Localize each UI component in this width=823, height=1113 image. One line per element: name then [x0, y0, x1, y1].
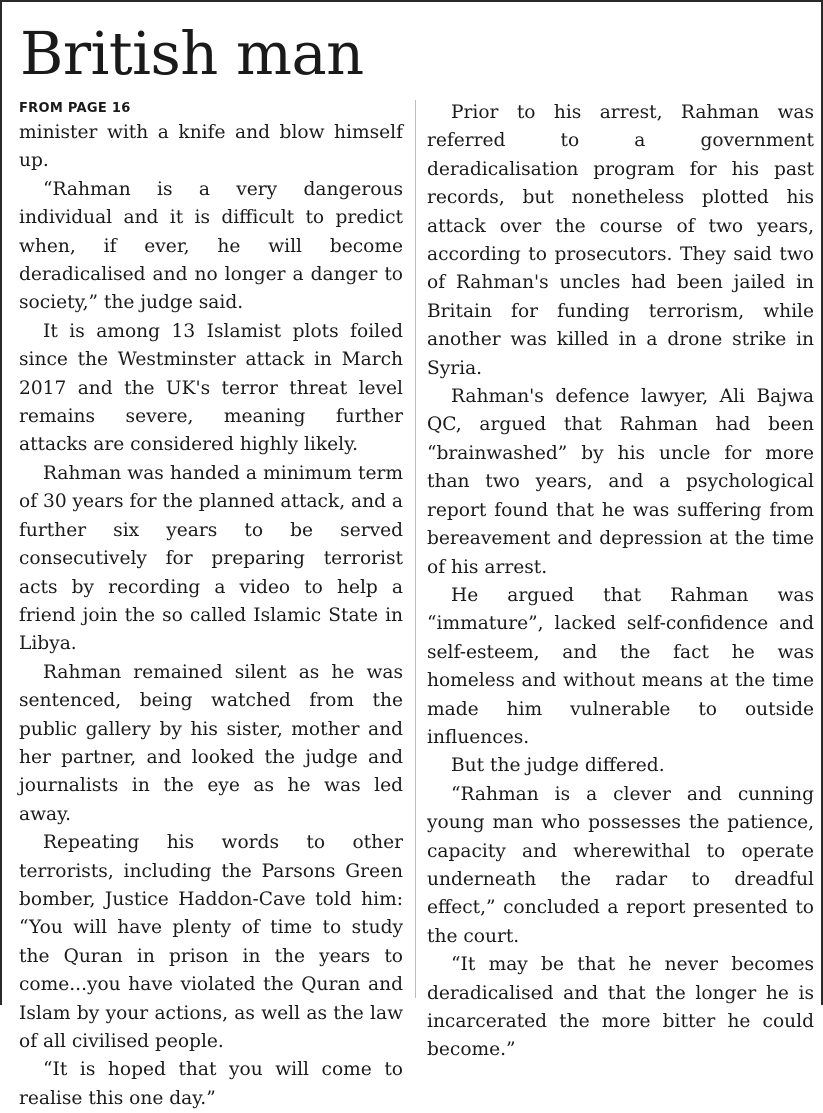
paragraph: It is among 13 Islamist plots foiled since the Westminster attack in March 2017 and the UK's terror threat level remains severe, meaning further attacks are considered highly likely.: [19, 320, 403, 456]
paragraph: But the judge differed.: [451, 755, 665, 777]
paragraph: Repeating his words to other terrorists, including the Parsons Green bomber, Justice Haddon-Cave told him: “You will have plenty of time to study the Quran in prison in the years to come...you have violated the Quran and Islam by your actions, as well as the law of all civilised people.: [19, 832, 403, 1052]
paragraph: “Rahman is a clever and cunning young man who possesses the patience, capacity and wherewithal to operate underneath the radar to dreadful effect,” concluded a report presented to the court.: [427, 783, 814, 947]
jump-line: FROM PAGE 16: [19, 101, 131, 116]
right-column: [427, 99, 814, 1065]
paragraph: He argued that Rahman was “immature”, lacked self-confidence and self-esteem, and the fact he was homeless and without means at the time made him vulnerable to outside influences.: [427, 584, 814, 748]
paragraph: Rahman remained silent as he was sentenced, being watched from the public gallery by his sister, mother and her partner, and looked the judge and journalists in the eye as he was led away.: [19, 661, 403, 825]
column-divider: [415, 100, 416, 998]
left-border-rule: [0, 0, 2, 1005]
left-column: [19, 99, 403, 1113]
paragraph: Prior to his arrest, Rahman was referred to a government deradicalisation program for his past records, but nonetheless plotted his attack over the course of two years, according to prosecutors. They said two of Rahman's uncles had been jailed in Britain for funding terrorism, while another was killed in a drone strike in Syria.: [427, 102, 814, 379]
headline: British man: [20, 19, 364, 88]
paragraph: Rahman's defence lawyer, Ali Bajwa QC, argued that Rahman had been “brainwashed” by his uncle for more than two years, and a psychological report found that he was suffering from bereavement and depression at the time of his arrest.: [427, 386, 814, 578]
paragraph: “Rahman is a very dangerous individual and it is difficult to predict when, if ever, he will become deradicalised and no longer a danger to society,” the judge said.: [19, 178, 403, 314]
paragraph: “It is hoped that you will come to realise this one day.”: [19, 1059, 403, 1109]
top-border-rule: [0, 0, 823, 2]
paragraph: “It may be that he never becomes deradicalised and that the longer he is incarcerated the more bitter he could become.”: [427, 954, 814, 1061]
paragraph: Rahman was handed a minimum term of 30 years for the planned attack, and a further six years to be served consecutively for preparing terrorist acts by recording a video to help a friend join the so called Islamic State in Libya.: [19, 462, 404, 655]
paragraph: minister with a knife and blow himself up.: [19, 122, 403, 172]
